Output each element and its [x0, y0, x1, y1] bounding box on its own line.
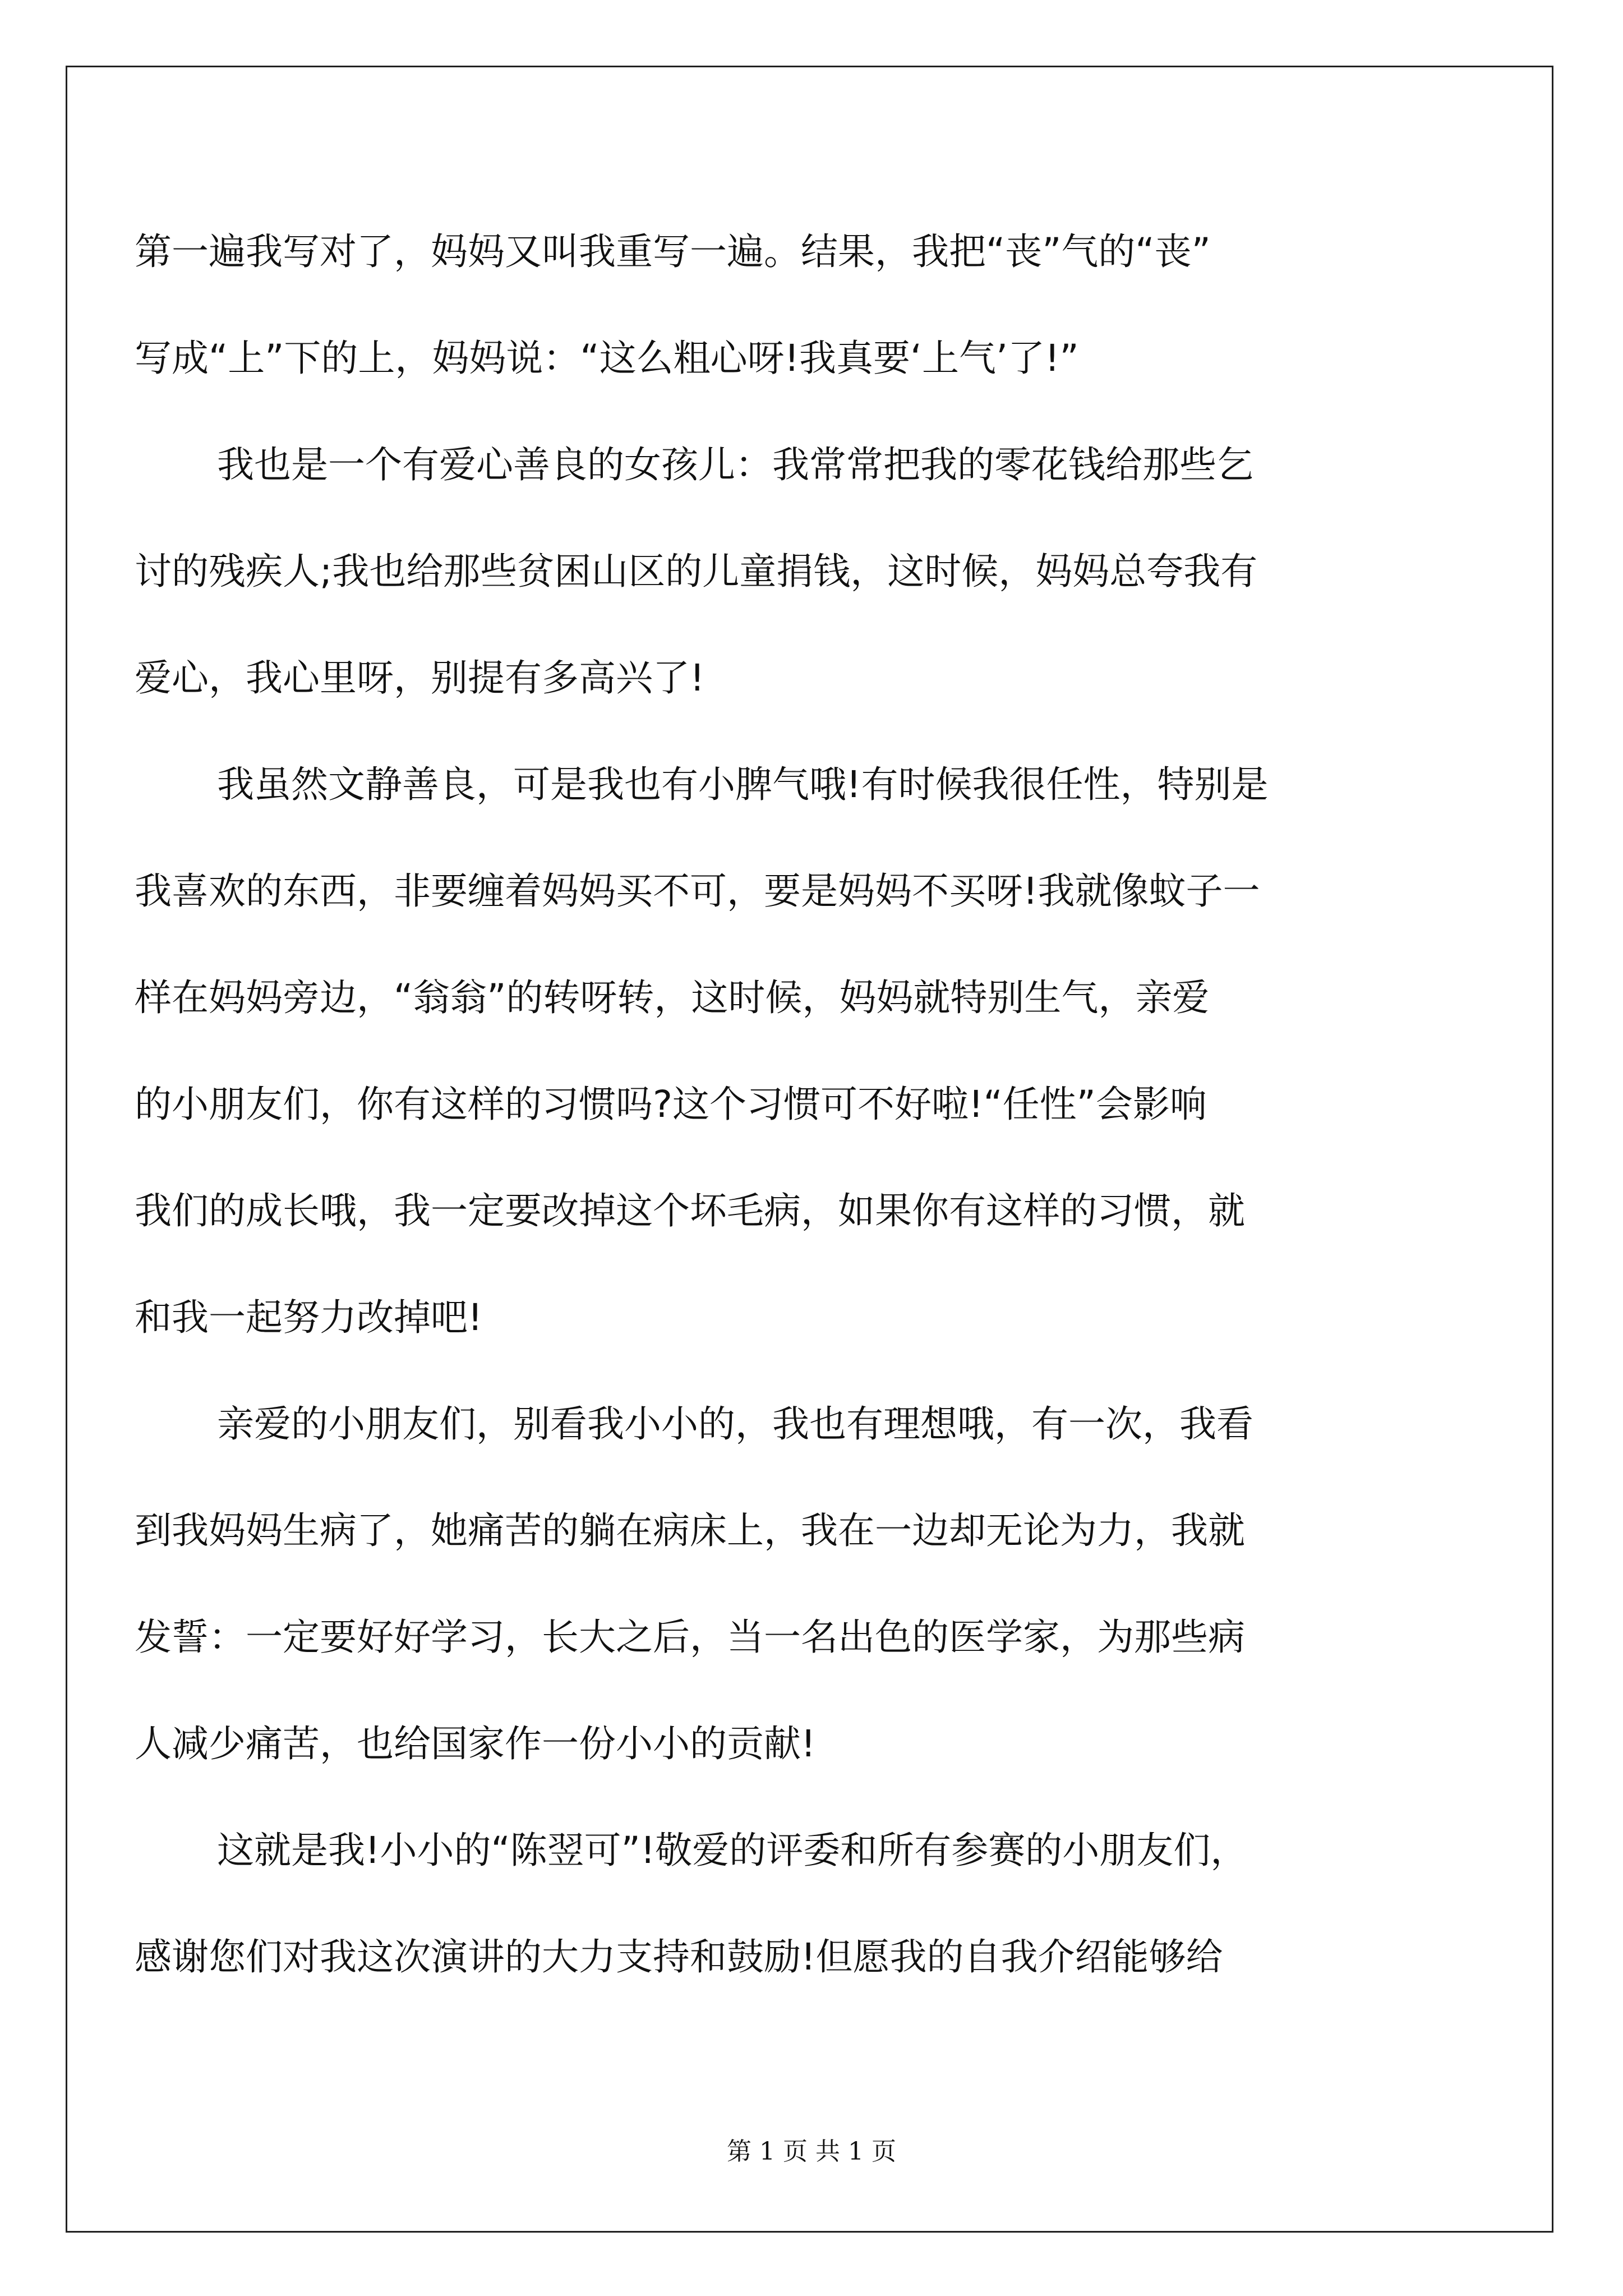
text-line: 讨的残疾人;我也给那些贫困山区的儿童捐钱，这时候，妈妈总夸我有: [135, 550, 1258, 593]
text-line: 我虽然文静善良，可是我也有小脾气哦!有时候我很任性，特别是: [217, 763, 1269, 806]
text-line: 亲爱的小朋友们，别看我小小的，我也有理想哦，有一次，我看: [217, 1402, 1253, 1446]
text-line: 我们的成长哦，我一定要改掉这个坏毛病，如果你有这样的习惯，就: [135, 1189, 1245, 1232]
text-line: 写成“上”下的上，妈妈说：“这么粗心呀!我真要‘上气’了!”: [135, 337, 1079, 380]
page-border: [66, 66, 1553, 2233]
text-line: 发誓：一定要好好学习，长大之后，当一名出色的医学家，为那些病: [135, 1616, 1245, 1659]
text-line: 爱心，我心里呀，别提有多高兴了!: [135, 656, 705, 700]
text-line: 和我一起努力改掉吧!: [135, 1296, 483, 1339]
text-line: 人减少痛苦，也给国家作一份小小的贡献!: [135, 1722, 816, 1765]
text-line: 到我妈妈生病了，她痛苦的躺在病床上，我在一边却无论为力，我就: [135, 1509, 1245, 1552]
page-number-footer: 第 1 页 共 1 页: [727, 2137, 896, 2166]
text-line: 我喜欢的东西，非要缠着妈妈买不可，要是妈妈不买呀!我就像蚊子一: [135, 869, 1260, 913]
text-line: 的小朋友们，你有这样的习惯吗?这个习惯可不好啦!“任性”会影响: [135, 1083, 1207, 1126]
text-line: 我也是一个有爱心善良的女孩儿：我常常把我的零花钱给那些乞: [217, 443, 1253, 486]
text-line: 第一遍我写对了，妈妈又叫我重写一遍。结果，我把“丧”气的“丧”: [135, 230, 1211, 273]
text-line: 样在妈妈旁边，“翁翁”的转呀转，这时候，妈妈就特别生气，亲爱: [135, 976, 1210, 1019]
text-line: 感谢您们对我这次演讲的大力支持和鼓励!但愿我的自我介绍能够给: [135, 1935, 1223, 1978]
text-line: 这就是我!小小的“陈翌可”!敬爱的评委和所有参赛的小朋友们，: [217, 1829, 1248, 1872]
